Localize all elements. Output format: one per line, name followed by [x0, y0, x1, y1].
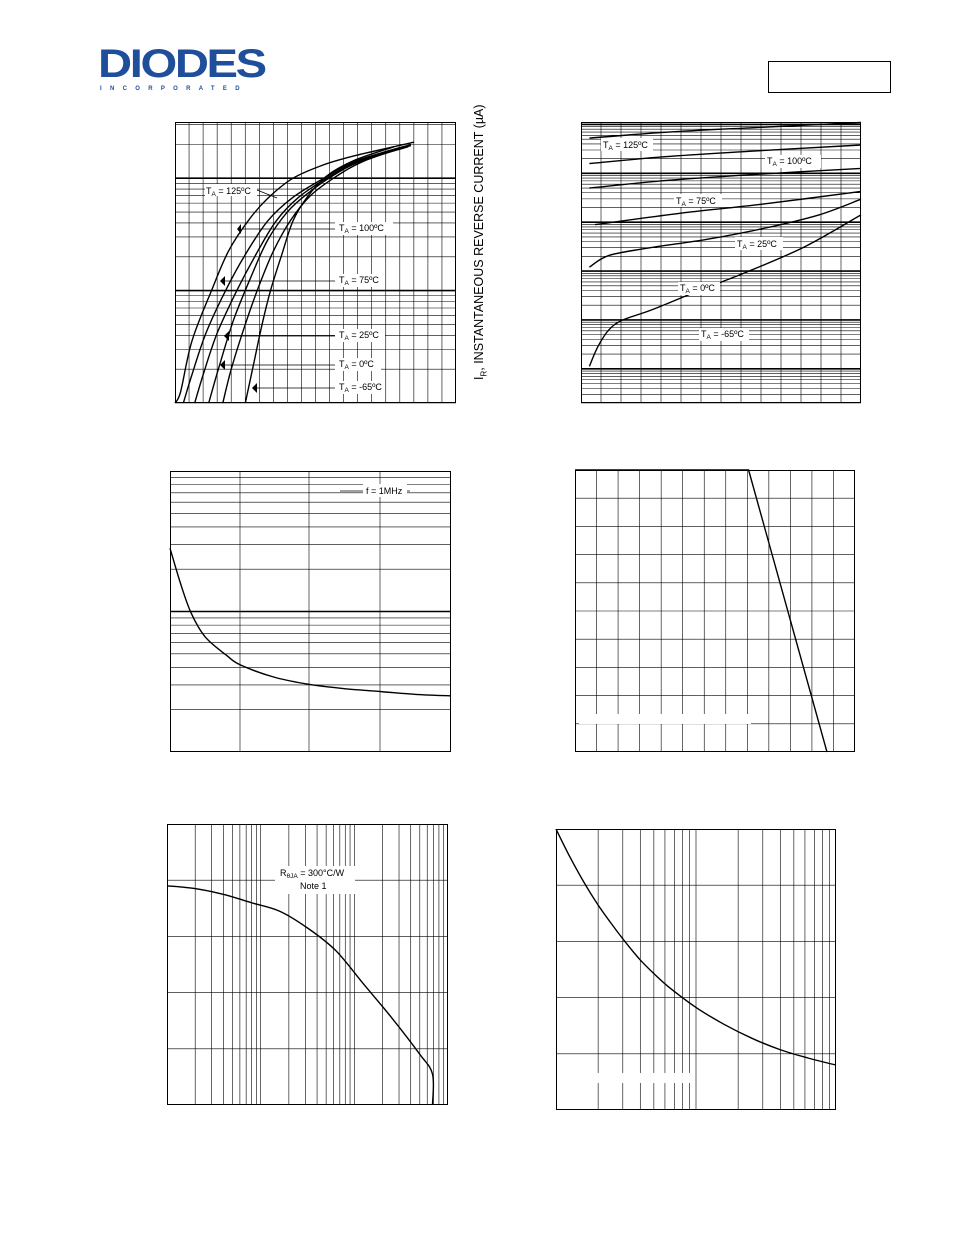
chart-fig5	[167, 824, 448, 1105]
fig6-legend-mask	[590, 1073, 694, 1083]
chart-fig5-annotations	[275, 866, 355, 894]
chart-fig2	[581, 122, 861, 403]
diodes-logo	[98, 42, 270, 96]
chart-fig6-grid	[556, 829, 836, 1110]
svg-text:TA = 125ºC: $T_A$ = 125ºC	[603, 140, 648, 152]
fig2-ylabel: $I_R$, INSTANTANEOUS REVERSE CURRENT (µA)	[472, 104, 489, 380]
fig2-label-0	[678, 282, 720, 295]
fig1-label-100	[237, 222, 393, 235]
svg-text:TA = 75ºC: $T_A$ = 75ºC	[339, 275, 379, 287]
fig3-label-f: f = 1MHz	[366, 486, 403, 496]
chart-fig4	[575, 470, 855, 752]
chart-fig6	[556, 829, 836, 1110]
chart-fig3-grid	[170, 471, 451, 752]
part-number-box	[768, 61, 891, 93]
svg-text:TA = 0ºC: $T_A$ = 0ºC	[339, 359, 374, 371]
chart-fig2-annotations	[601, 138, 821, 341]
fig3-series-0	[170, 548, 451, 696]
svg-text:TA = 75ºC: $T_A$ = 75ºC	[676, 196, 716, 208]
svg-text:TA = 25ºC: $T_A$ = 25ºC	[339, 330, 379, 342]
fig5-label-rtheta: $R_{\theta JA} = 300^\circ C/W$	[280, 868, 345, 880]
chart-fig3-annotations	[340, 484, 410, 497]
fig1-label-m65	[252, 381, 385, 394]
svg-text:TA = 125ºC: $T_A$ = 125ºC	[206, 186, 251, 198]
fig2-label-75	[674, 194, 722, 208]
fig5-series-0	[167, 886, 433, 1105]
svg-text:TA = 25ºC: $T_A$ = 25ºC	[737, 239, 777, 251]
svg-text:TA = 0ºC: $T_A$ = 0ºC	[680, 283, 715, 295]
fig4-legend-mask	[579, 714, 751, 724]
svg-text:TA = -65ºC: $T_A$ = -65ºC	[701, 329, 744, 341]
fig2-label-100	[765, 155, 821, 168]
logo-wordmark: DIODES	[98, 42, 265, 86]
fig2-label-25	[735, 237, 783, 251]
chart-fig3-plot	[170, 548, 451, 696]
fig2-label-125	[601, 138, 653, 152]
fig5-label-note: Note 1	[300, 881, 327, 891]
chart-fig1-grid	[175, 122, 456, 403]
chart-fig1	[175, 122, 456, 403]
chart-fig5-plot	[167, 886, 433, 1105]
fig2-label-m65	[699, 328, 749, 341]
svg-text:TA = 100ºC: $T_A$ = 100ºC	[767, 156, 812, 168]
svg-text:TA = 100ºC: $T_A$ = 100ºC	[339, 223, 384, 235]
chart-fig4-grid	[575, 470, 855, 752]
chart-fig3	[170, 471, 451, 752]
svg-text:TA = -65ºC: $T_A$ = -65ºC	[339, 382, 382, 394]
logo-subtext: INCORPORATED	[100, 86, 248, 92]
